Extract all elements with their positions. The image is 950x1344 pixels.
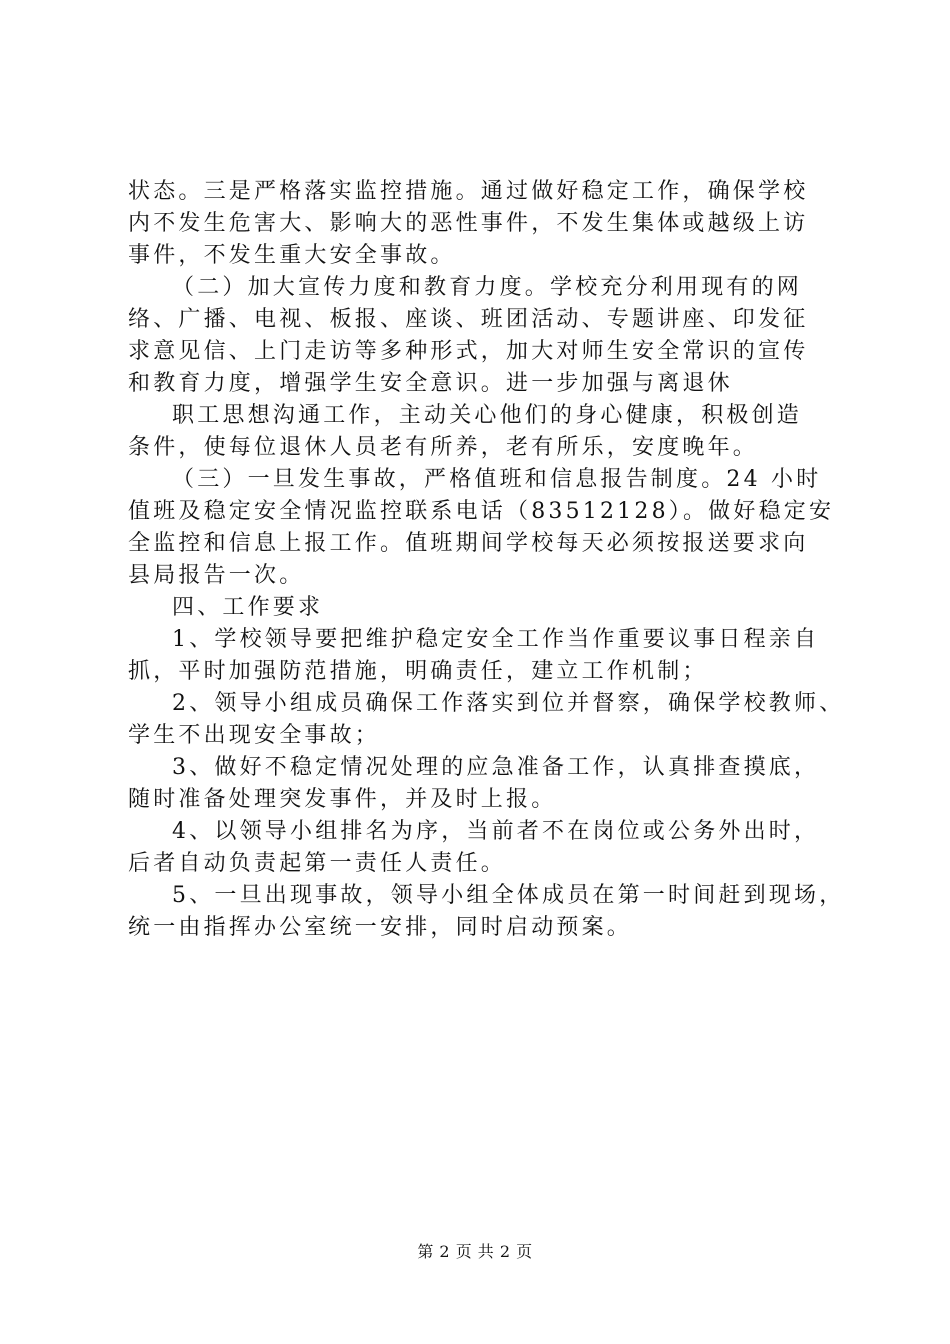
text-line: 全监控和信息上报工作。值班期间学校每天必须按报送要求向 [128, 531, 809, 556]
text-line: 络、广播、电视、板报、座谈、班团活动、专题讲座、印发征 [128, 307, 809, 332]
text-line: 值班及稳定安全情况监控联系电话（83512128）。做好稳定安 [128, 499, 835, 524]
text-line: 后者自动负责起第一责任人责任。 [128, 851, 507, 876]
section-heading-2: （二）加大宣传力度和教育力度。学校充分利用现有的网 [172, 275, 803, 300]
text-line: 学生不出现安全事故； [128, 723, 381, 748]
page-total: 共 2 页 [477, 1242, 533, 1261]
list-item-5: 5、一旦出现事故，领导小组全体成员在第一时间赶到现场， [172, 883, 845, 908]
list-item-3: 3、做好不稳定情况处理的应急准备工作，认真排查摸底， [172, 755, 820, 780]
list-item-1: 1、学校领导要把维护稳定安全工作当作重要议事日程亲自 [172, 627, 820, 652]
list-item-4: 4、以领导小组排名为序，当前者不在岗位或公务外出时， [172, 819, 820, 844]
text-line: 统一由指挥办公室统一安排，同时启动预案。 [128, 915, 633, 940]
page-footer [0, 1241, 950, 1263]
text-line: 状态。三是严格落实监控措施。通过做好稳定工作，确保学校 [128, 179, 809, 204]
document-body [128, 176, 845, 944]
text-line: 随时准备处理突发事件，并及时上报。 [128, 787, 557, 812]
page-number: 第 2 页 [417, 1242, 473, 1261]
text-line: 内不发生危害大、影响大的恶性事件，不发生集体或越级上访 [128, 211, 809, 236]
text-line: 事件，不发生重大安全事故。 [128, 243, 456, 268]
section-heading-3: （三）一旦发生事故，严格值班和信息报告制度。24 小时 [172, 467, 822, 492]
text-line: 求意见信、上门走访等多种形式，加大对师生安全常识的宣传 [128, 339, 809, 364]
text-line: 职工思想沟通工作，主动关心他们的身心健康，积极创造 [172, 403, 803, 428]
section-heading-4: 四、工作要求 [172, 595, 324, 620]
text-line: 县局报告一次。 [128, 563, 305, 588]
text-line: 条件，使每位退休人员老有所养，老有所乐，安度晚年。 [128, 435, 759, 460]
list-item-2: 2、领导小组成员确保工作落实到位并督察，确保学校教师、 [172, 691, 845, 716]
text-line: 和教育力度，增强学生安全意识。进一步加强与离退休 [128, 371, 733, 396]
text-line: 抓，平时加强防范措施，明确责任，建立工作机制； [128, 659, 708, 684]
